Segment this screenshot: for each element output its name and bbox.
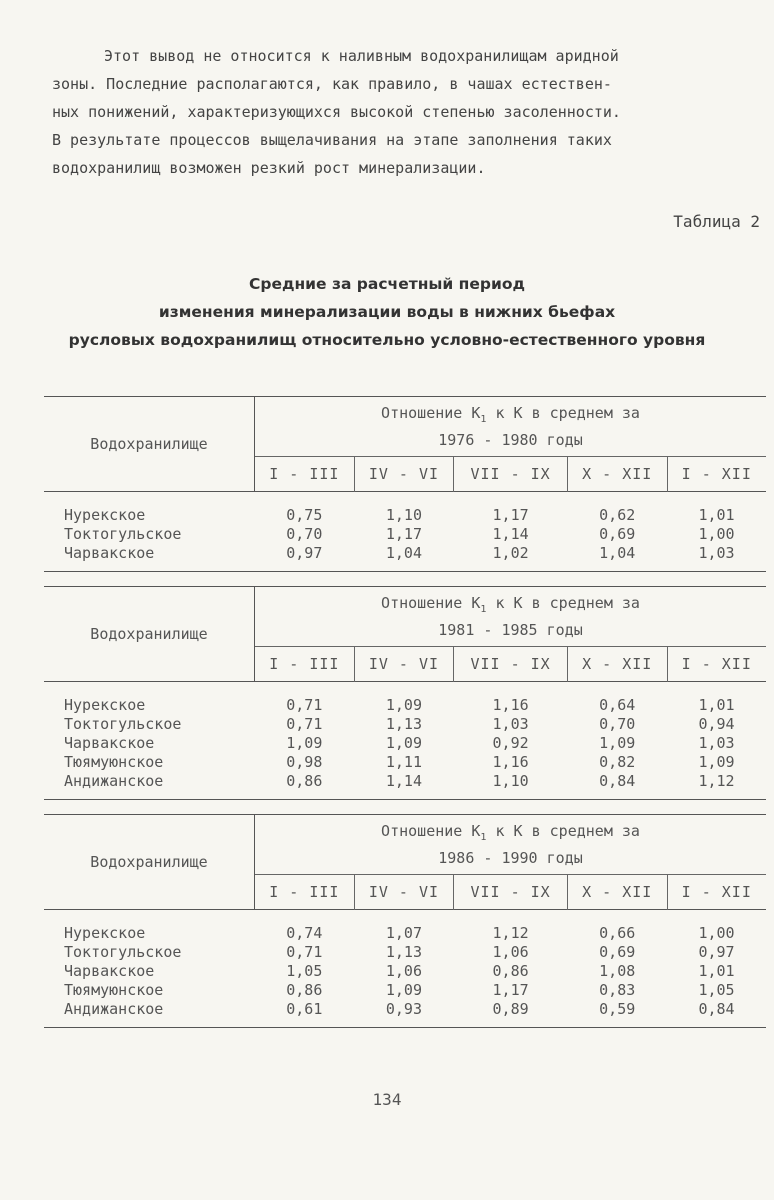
table-row [44,924,766,943]
value-cell: 1,09 [599,734,636,752]
value-cell: 1,03 [698,544,735,562]
reservoir-name: Чарвакское [64,544,155,562]
period-header: VII - IX [454,457,568,492]
ratio-label: Отношение К [381,822,481,840]
years-label: 1976 - 1980 годы [438,431,583,449]
table-row [44,962,766,981]
value-cell: 1,14 [492,525,529,543]
period-header: IV - VI [354,875,454,910]
years-label: 1981 - 1985 годы [438,621,583,639]
value-cell: 0,69 [599,525,636,543]
value-cell: 1,09 [385,696,422,714]
value-cell: 1,04 [385,544,422,562]
value-cell: 0,70 [286,525,323,543]
reservoir-name: Токтогульское [64,943,182,961]
reservoir-name: Тюямуюнское [64,753,164,771]
value-cell: 0,86 [286,772,323,790]
value-cell: 0,84 [599,772,636,790]
paragraph-line: В результате процессов выщелачивания на этапе заполнения таких [52,131,612,149]
column-header-ratio [255,815,767,875]
body-paragraph [52,42,752,182]
table-row [44,506,766,525]
paragraph-line: водохранилищ возможен резкий рост минерализации. [52,159,486,177]
value-cell: 1,13 [385,715,422,733]
title-line: изменения минерализации воды в нижних бьефах [158,303,616,321]
reservoir-name: Тюямуюнское [64,981,164,999]
reservoir-name: Токтогульское [64,715,182,733]
table-row [44,772,766,791]
table-row [44,734,766,753]
value-cell: 0,59 [599,1000,636,1018]
value-cell: 1,14 [385,772,422,790]
title-line: Средние за расчетный период [248,275,526,293]
value-cell: 0,93 [385,1000,422,1018]
value-cell: 1,09 [385,981,422,999]
title-line: русловых водохранилищ относительно условно-естественного уровня [68,331,706,349]
value-cell: 0,69 [599,943,636,961]
period-header: IV - VI [354,457,454,492]
table-row [44,544,766,563]
table-row [44,1000,766,1019]
value-cell: 1,17 [492,981,529,999]
value-cell: 1,00 [698,525,735,543]
value-cell: 1,17 [385,525,422,543]
value-cell: 1,03 [492,715,529,733]
value-cell: 1,09 [286,734,323,752]
table-row [44,525,766,544]
reservoir-name: Андижанское [64,772,164,790]
table-row [44,753,766,772]
value-cell: 0,62 [599,506,636,524]
value-cell: 0,84 [698,1000,735,1018]
period-header: X - XII [567,647,667,682]
value-cell: 1,01 [698,962,735,980]
value-cell: 1,03 [698,734,735,752]
table-row [44,943,766,962]
value-cell: 1,09 [698,753,735,771]
period-header: I - XII [681,883,752,901]
paragraph-line: Этот вывод не относится к наливным водохранилищам аридной [104,47,619,65]
value-cell: 1,01 [698,506,735,524]
data-table-1981-1985 [44,586,766,800]
value-cell: 0,71 [286,696,323,714]
value-cell: 0,64 [599,696,636,714]
value-cell: 1,05 [286,962,323,980]
value-cell: 1,16 [492,753,529,771]
period-header: I - III [255,457,355,492]
value-cell: 0,86 [286,981,323,999]
value-cell: 1,02 [492,544,529,562]
value-cell: 1,10 [385,506,422,524]
value-cell: 0,66 [599,924,636,942]
value-cell: 0,61 [286,1000,323,1018]
years-label: 1986 - 1990 годы [438,849,583,867]
period-header: X - XII [567,875,667,910]
reservoir-name: Нурекское [64,696,146,714]
page-number: 134 [372,1090,402,1109]
value-cell: 0,89 [492,1000,529,1018]
ratio-label: Отношение К [381,594,481,612]
value-cell: 1,12 [492,924,529,942]
period-header: I - III [255,647,355,682]
value-cell: 1,01 [698,696,735,714]
value-cell: 0,86 [492,962,529,980]
value-cell: 0,92 [492,734,529,752]
ratio-label-rest: к К в среднем за [486,822,640,840]
value-cell: 1,12 [698,772,735,790]
value-cell: 1,09 [385,734,422,752]
value-cell: 0,82 [599,753,636,771]
table-row [44,715,766,734]
value-cell: 0,71 [286,943,323,961]
value-cell: 1,16 [492,696,529,714]
value-cell: 1,17 [492,506,529,524]
ratio-label-rest: к К в среднем за [486,404,640,422]
ratio-subscript: 1 [480,414,487,425]
value-cell: 1,05 [698,981,735,999]
data-table-1986-1990 [44,814,766,1028]
value-cell: 0,71 [286,715,323,733]
value-cell: 0,74 [286,924,323,942]
value-cell: 0,94 [698,715,735,733]
data-table-1976-1980 [44,396,766,572]
period-header: X - XII [567,457,667,492]
period-header: I - XII [681,465,752,483]
value-cell: 1,10 [492,772,529,790]
reservoir-name: Чарвакское [64,734,155,752]
period-header: VII - IX [454,647,568,682]
table-row [44,696,766,715]
ratio-subscript: 1 [480,832,487,843]
value-cell: 1,08 [599,962,636,980]
period-header: I - XII [681,655,752,673]
reservoir-name: Токтогульское [64,525,182,543]
value-cell: 1,04 [599,544,636,562]
value-cell: 0,98 [286,753,323,771]
column-header-reservoir: Водохранилище [44,815,255,910]
period-header: VII - IX [454,875,568,910]
period-header: I - III [255,875,355,910]
paragraph-line: зоны. Последние располагаются, как правило, в чашах естествен- [52,75,612,93]
value-cell: 0,75 [286,506,323,524]
paragraph-line: ных понижений, характеризующихся высокой степенью засоленности. [52,103,621,121]
ratio-label-rest: к К в среднем за [486,594,640,612]
reservoir-name: Нурекское [64,924,146,942]
reservoir-name: Андижанское [64,1000,164,1018]
period-header: IV - VI [354,647,454,682]
value-cell: 1,06 [385,962,422,980]
value-cell: 0,83 [599,981,636,999]
value-cell: 1,11 [385,753,422,771]
value-cell: 1,07 [385,924,422,942]
ratio-label: Отношение К [381,404,481,422]
value-cell: 0,97 [286,544,323,562]
reservoir-name: Нурекское [64,506,146,524]
column-header-ratio [255,587,767,647]
table-row [44,981,766,1000]
column-header-ratio [255,397,767,457]
value-cell: 1,06 [492,943,529,961]
ratio-subscript: 1 [480,604,487,615]
value-cell: 1,00 [698,924,735,942]
value-cell: 1,13 [385,943,422,961]
table-label: Таблица 2 [673,212,760,231]
value-cell: 0,70 [599,715,636,733]
table-title [0,270,774,354]
column-header-reservoir: Водохранилище [44,397,255,492]
column-header-reservoir: Водохранилище [44,587,255,682]
reservoir-name: Чарвакское [64,962,155,980]
value-cell: 0,97 [698,943,735,961]
